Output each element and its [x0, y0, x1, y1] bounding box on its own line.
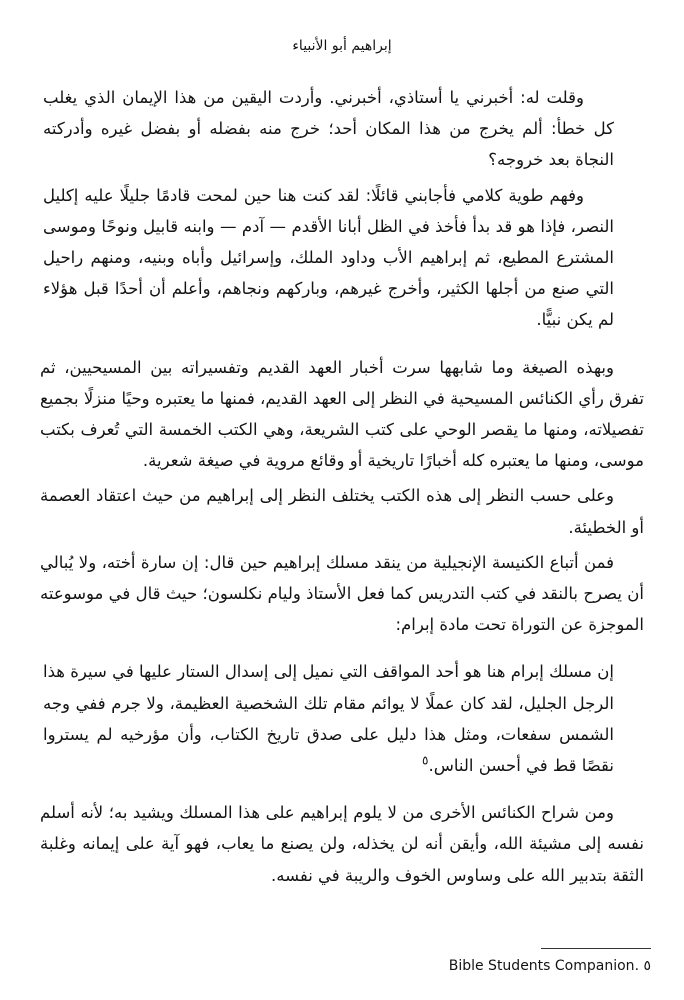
footnote	[40, 955, 651, 977]
footnote-text: .Bible Students Companion	[448, 958, 640, 974]
body-text	[40, 82, 644, 891]
footnote-marker: ٥	[643, 958, 651, 974]
block-quote	[40, 656, 644, 781]
paragraph-answer: وفهم طوية كلامي فأجابني قائلًا: لقد كنت هنا حين لمحت قادمًا جليلًا عليه إكليل النصر، فإذا هو قد بدأ فأخذ في الظل أبانا الأقدم — آدم — وابنه قابيل ونوحًا وموسى المشترع المطيع، ثم إبراهيم الأب وداود الملك، وإسرائيل وأباه وبنيه، ومنهم راحيل التي صنع من أجلها الكثير، وأخرج غيرهم، وباركهم ونجاهم، وأعلم أن أحدًا قبل هؤلاء لم يكن نبيًّا.	[43, 185, 614, 330]
paragraph-other-churches: ومن شراح الكنائس الأخرى من لا يلوم إبراهيم على هذا المسلك ويشيد به؛ لأنه أسلم نفسه إلى مشيئة الله، وأيقن أنه لن يخذله، ولن يصنع ما يعاب، فهو آية على إيمانه وغلبة الثقة بتدبير الله على وساوس الخوف والريبة في نفسه.	[40, 803, 644, 885]
paragraph-christian-views: وبهذه الصيغة وما شابهها سرت أخبار العهد القديم وتفسيراته بين المسيحيين، ثم تفرق رأي الكنائس المسيحية في النظر إلى العهد القديم، فمنها ما يعتبره وحيًا منزلًا بجميع تفصيلاته، ومنها ما يقصر الوحي على كتب الشريعة، وهي الكتب الخمسة التي تُعرف بكتب موسى، ومنها ما يعتبره كله أخبارًا تاريخية أو وقائع مروية في صيغة شعرية.	[40, 357, 644, 471]
paragraph-question: وقلت له: أخبرني يا أستاذي، أخبرني. وأردت اليقين من هذا الإيمان الذي يغلب كل خطأ: ألم يخرج من هذا المكان أحد؛ خرج منه بفضله أو بفضل غيره وأدركته النجاة بعد خروجه؟	[43, 88, 614, 170]
footnote-reference: ٥	[422, 753, 429, 768]
block-quote-text: إن مسلك إبرام هنا هو أحد المواقف التي نميل إلى إسدال الستار عليها في سيرة هذا الرجل الجليل، لقد كان عملًا لا يوائم مقام تلك الشخصية العظيمة، ولا جرم ففي وجه الشمس سفعات، ومثل هذا دليل على صدق تاريخ الكتاب، وأن مؤرخيه لم يستروا نقصًا قط في أحسن الناس.	[43, 662, 614, 776]
paragraph-evangelical-critique: فمن أتباع الكنيسة الإنجيلية من ينقد مسلك إبراهيم حين قال: إن سارة أخته، ولا يُبالي أن يصرح بالنقد في كتب التدريس كما فعل الأستاذ وليام نكلسون؛ حيث قال في موسوعته الموجزة عن التوراة تحت مادة إبرام:	[40, 552, 644, 635]
running-header: إبراهيم أبو الأنبياء	[292, 38, 392, 54]
footnote-divider	[541, 948, 651, 949]
paragraph-infallibility: وعلى حسب النظر إلى هذه الكتب يختلف النظر إلى إبراهيم من حيث اعتقاد العصمة أو الخطيئة.	[40, 486, 644, 537]
